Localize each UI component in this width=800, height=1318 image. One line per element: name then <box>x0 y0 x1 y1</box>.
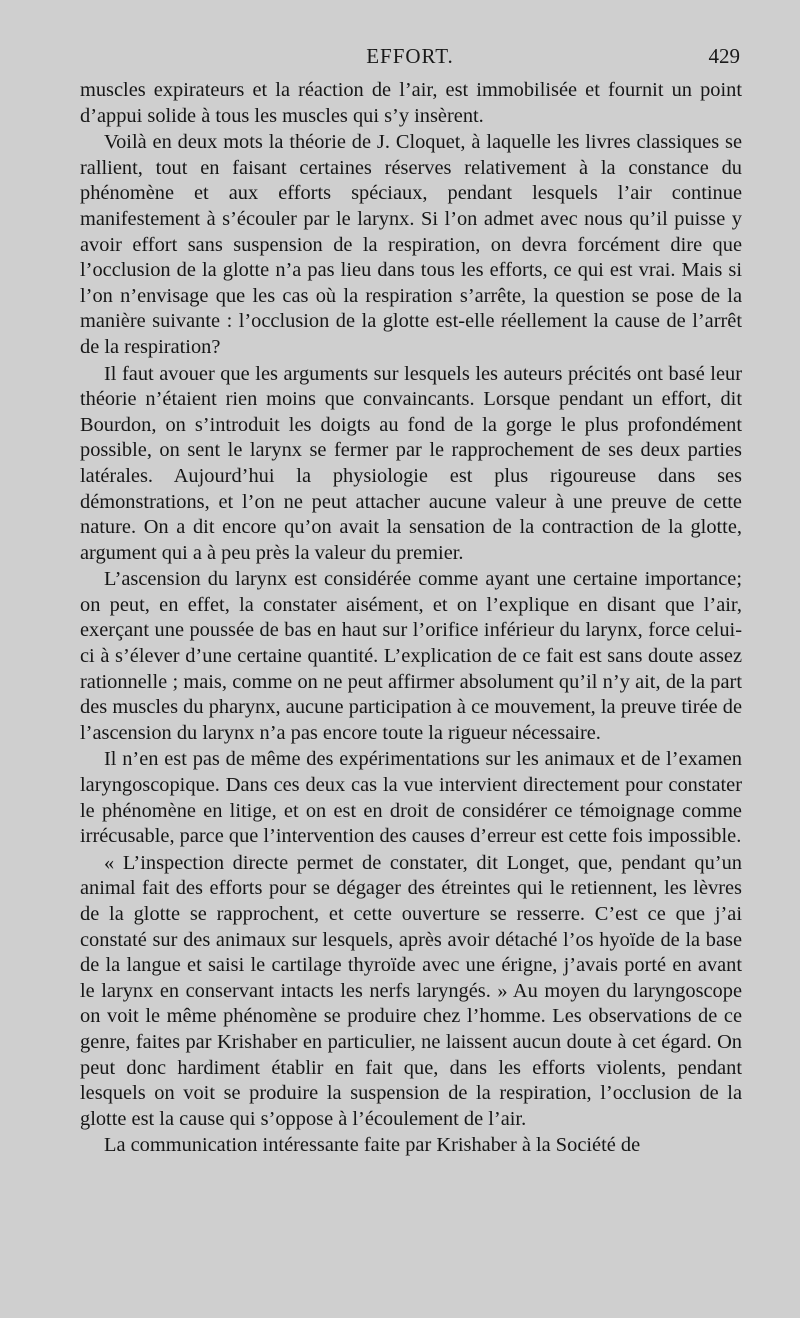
page-number: 429 <box>708 44 740 68</box>
running-title: EFFORT. <box>366 44 454 68</box>
paragraph: La communication intéressante faite par Krishaber à la Société de <box>104 1134 641 1157</box>
body-text <box>80 78 742 1159</box>
paragraph: Il faut avouer que les arguments sur lesquels les auteurs précités ont basé leur théorie n’étaient rien moins que convaincants. Lorsque pendant un effort, dit Bourdon, on s’introduit les doigts au fond de la gorge le plus profondément possible, on sent le larynx se fermer par le rapprochement de ses deux parties latérales. Aujourd’hui la physiologie est plus rigoureuse dans ses démonstrations, et l’on ne peut attacher aucune valeur à une preuve de cette nature. On a dit encore qu’on avait la sensation de la contraction de la glotte, argument qui a à peu près la valeur du premier. <box>80 362 742 564</box>
paragraph: muscles expirateurs et la réaction de l’air, est immobilisée et fournit un point d’appui solide à tous les muscles qui s’y insèrent. <box>80 79 742 127</box>
paragraph: L’ascension du larynx est considérée comme ayant une certaine importance; on peut, en effet, la constater aisément, et on l’explique en disant que l’air, exerçant une poussée de bas en haut sur l’orifice inférieur du larynx, force celui-ci à s’élever d’une certaine quantité. L’explication de ce fait est sans doute assez rationnelle ; mais, comme on ne peut affirmer absolument qu’il n’y ait, de la part des muscles du pharynx, aucune participation à ce mouvement, la preuve tirée de l’ascension du larynx n’a pas encore toute la rigueur nécessaire. <box>80 568 742 744</box>
paragraph: « L’inspection directe permet de constater, dit Longet, que, pendant qu’un animal fait des efforts pour se dégager des étreintes qui le retiennent, les lèvres de la glotte se rapprochent, et cette ouverture se resserre. C’est ce que j’ai constaté sur des animaux sur lesquels, après avoir détaché l’os hyoïde de la base de la langue et saisi le cartilage thyroïde avec une érigne, j’avais porté en avant le larynx en conservant intacts les nerfs laryngés. » Au moyen du laryngoscope on voit le même phénomène se produire chez l’homme. Les observations de ce genre, faites par Krishaber en particulier, ne laissent aucun doute à cet égard. On peut donc hardiment établir en fait que, dans les efforts violents, pendant lesquels on voit se produire la suspension de la respiration, l’occlusion de la glotte est la cause qui s’oppose à l’écoulement de l’air. <box>80 851 742 1130</box>
paragraph: Voilà en deux mots la théorie de J. Cloquet, à laquelle les livres classiques se rallient, tout en faisant certaines réserves relativement à la constance du phénomène et aux efforts spéciaux, pendant lesquels l’air continue manifestement à s’écouler par le larynx. Si l’on admet avec nous qu’il puisse y avoir effort sans suspension de la respiration, on devra forcément dire que l’occlusion de la glotte n’a pas lieu dans tous les efforts, ce qui est vrai. Mais si l’on n’envisage que les cas où la respiration s’arrête, la question se pose de la manière suivante : l’occlusion de la glotte est-elle réellement la cause de l’arrêt de la respiration? <box>80 131 742 358</box>
paragraph: Il n’en est pas de même des expérimentations sur les animaux et de l’examen laryngoscopique. Dans ces deux cas la vue intervient directement pour constater le phénomène en litige, et on est en droit de considérer ce témoignage comme irrécusable, parce que l’intervention des causes d’erreur est cette fois impossible. <box>80 748 742 848</box>
page-header <box>80 44 740 72</box>
